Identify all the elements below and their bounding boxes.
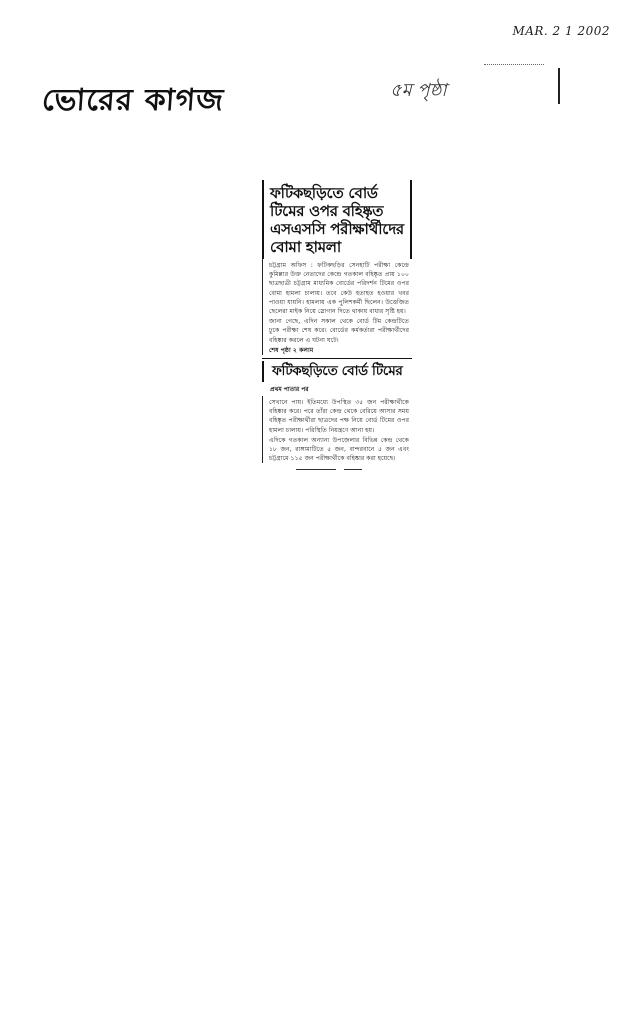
newspaper-masthead: ভোরের কাগজ <box>40 83 226 118</box>
handwritten-text: ৫ম পৃষ্ঠা <box>390 80 447 101</box>
continued-note: শেষ পৃষ্ঠা ২ কলাম <box>269 346 314 354</box>
rule-segment <box>344 469 362 470</box>
rule-segment <box>296 469 336 470</box>
date-stamp: MAR. 2 1 2002 <box>512 24 610 38</box>
article-paragraph: এদিকে গতকাল অন্যান্য উপজেলার বিভিন্ন কেন্দ্র থেকে ১৮ জন, রাঙ্গামাটিতে ৫ জন, বান্দরবানে ৫ জন এবং চট্টগ্রামে ১১৫ জন পরীক্ষার্থীকে বহিষ্কার করা হয়েছে। <box>269 436 409 463</box>
headline-box <box>262 180 412 259</box>
article-paragraph: চট্টগ্রাম অফিস : ফটিকছড়ির সেনহাটি পরীক্ষা কেন্দ্রে কুমিল্লার উক্ত নেতাদের কেন্দ্রে গতকাল বহিষ্কৃত প্রায় ১০০ ছাত্রছাত্রী চট্টগ্রাম মাধ্যমিক বোর্ডের পরিদর্শন টিমের ওপর বোমা হামলা চালায়। তবে কেউ হতাহত হওয়ার খবর পাওয়া যায়নি। হামলায় এক পুলিশকর্মী ছিলেন। উত্তেজিত ছেলেরা মাইক নিয়ে স্লোগান দিতে থাকায় বাধার সৃষ্টি হয়। <box>269 262 409 316</box>
dotted-line <box>484 64 544 65</box>
article-paragraph: জানা গেছে, এদিন সকাল থেকে বোর্ড টিম কেন্দ্রটিতে ঢুকে পরীক্ষা শেষ করে। বোর্ডের কর্মকর্তারা পরীক্ষার্থীদের বহিষ্কার করলে এ ঘটনা ঘটে। <box>269 318 409 344</box>
continued-from-label: প্রথম পাতার পর <box>270 386 309 394</box>
article-body-continued <box>262 396 412 463</box>
article-body <box>262 259 412 355</box>
article-paragraph: সেখানে পায়। ইতিমধ্যে উপস্থিত ৩৫ জন পরীক্ষার্থীকে বহিষ্কার করে। পরে তাঁরা কেন্দ্র থেকে বেরিয়ে আসার সময় বহিষ্কৃত পরীক্ষার্থীরা ছাত্রদের পক্ষ নিয়ে বোর্ড টিমের ওপর হামলা চালায়। পরিস্থিতি নিয়ন্ত্রণে আনা হয়। <box>269 399 409 434</box>
handwritten-note <box>390 72 560 104</box>
article-headline: ফটিকছড়িতে বোর্ড টিমের ওপর বহিষ্কৃত এসএসসি পরীক্ষার্থীদের বোমা হামলা <box>270 184 404 256</box>
article-headline-repeat: ফটিকছড়িতে বোর্ড টিমের <box>262 361 412 382</box>
bracket-mark <box>558 68 560 104</box>
newspaper-clipping <box>262 180 412 469</box>
section-divider <box>262 358 412 359</box>
